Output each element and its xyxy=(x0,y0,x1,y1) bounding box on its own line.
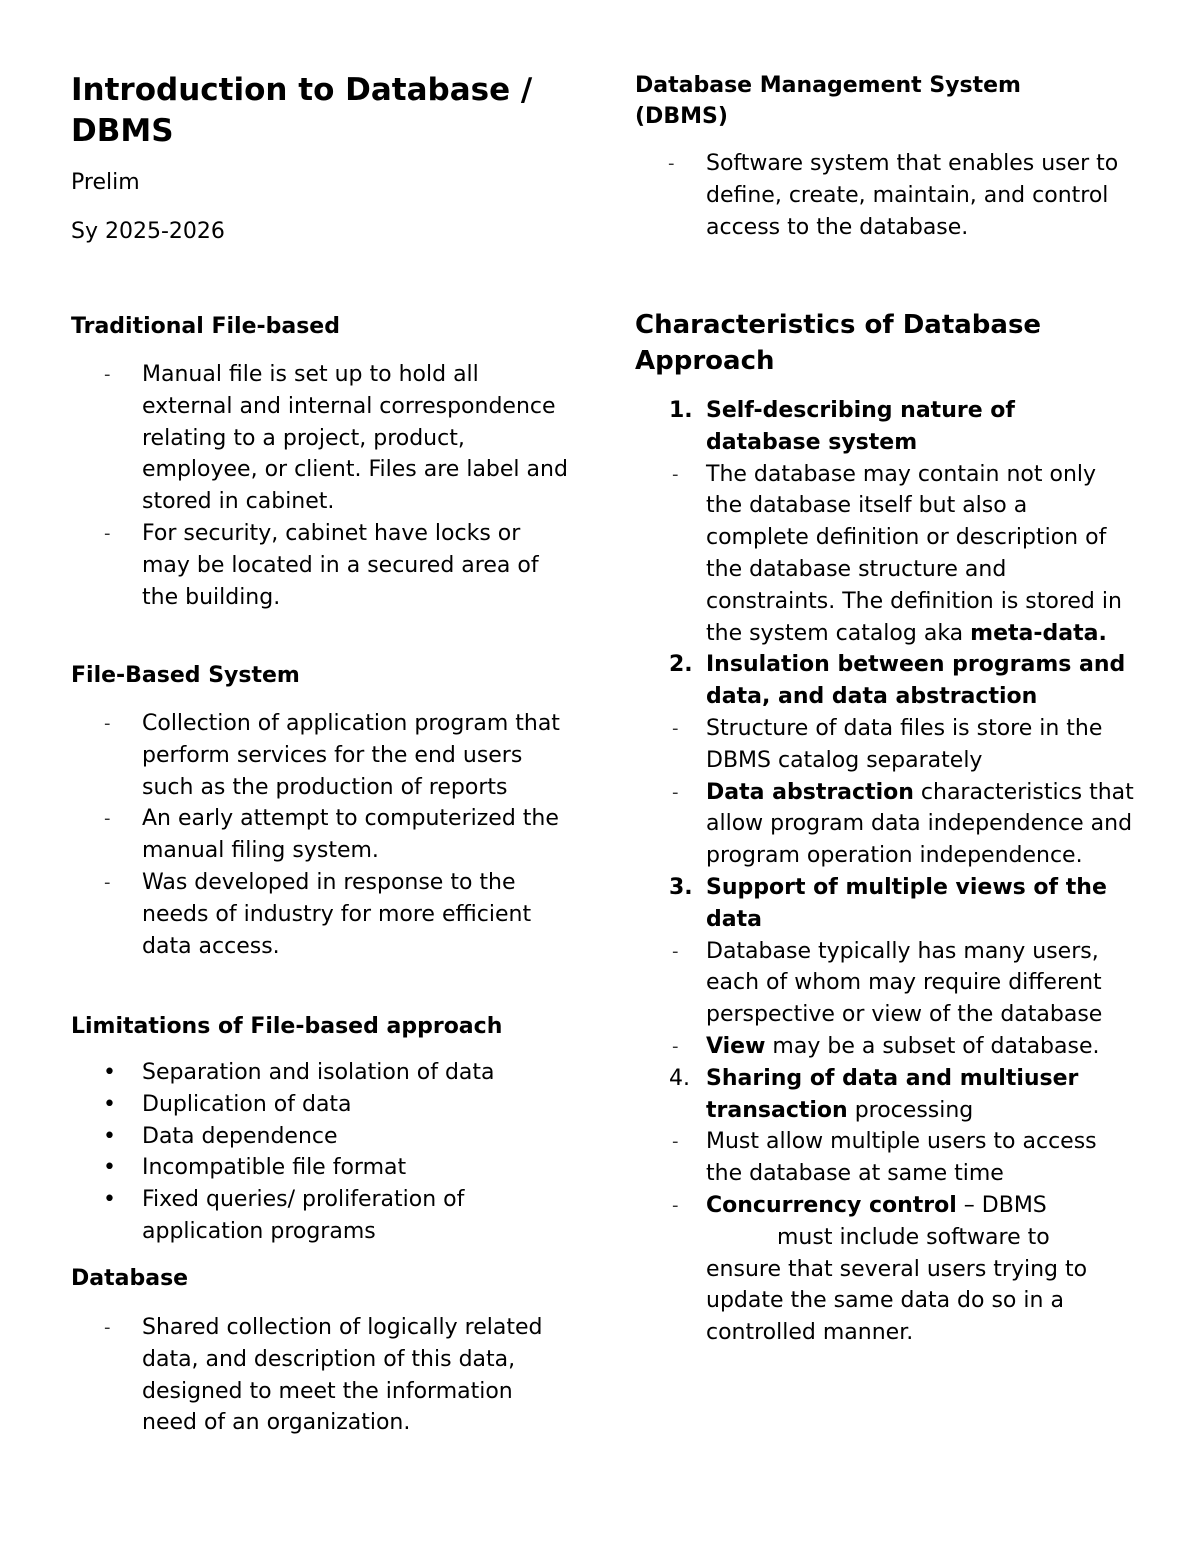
dash-marker: - xyxy=(104,713,111,734)
list-item: - Manual file is set up to hold all external and internal correspondence relating to a project, product, employee, or client. Files are label and stored in cabinet. xyxy=(71,359,571,518)
heading-characteristics: Characteristics of Database Approach xyxy=(635,310,1042,376)
list-item: - Structure of data files is store in the DBMS catalog separately xyxy=(635,713,1135,777)
list-item: - Concurrency control – DBMS must include software to ensure that several users trying to update the same data do so in a controlled manner. xyxy=(635,1190,1135,1349)
dash-marker: - xyxy=(104,871,111,893)
list-item: - View may be a subset of database. xyxy=(635,1031,1135,1063)
school-year: Sy 2025-2026 xyxy=(71,219,225,244)
characteristic-1: 1. Self-describing nature of database system xyxy=(635,395,1135,459)
characteristic-3: 3. Support of multiple views of the data xyxy=(635,872,1135,936)
heading-traditional-file-based: Traditional File-based xyxy=(71,314,340,339)
dash-marker: - xyxy=(672,781,679,803)
dash-marker: - xyxy=(104,364,111,385)
characteristic-4: 4. Sharing of data and multiuser transaction processing xyxy=(635,1063,1135,1127)
term-label: Prelim xyxy=(71,170,140,195)
dash-marker: - xyxy=(672,940,679,962)
bullet-marker: • xyxy=(103,1187,116,1213)
list-item: • Incompatible file format xyxy=(71,1152,571,1184)
number-marker: 3. xyxy=(669,874,693,900)
list-item: • Duplication of data xyxy=(71,1089,571,1121)
list-item: - Collection of application program that perform services for the end users such as the production of reports xyxy=(71,708,571,803)
dash-marker: - xyxy=(672,1035,679,1057)
dash-marker: - xyxy=(104,522,111,544)
bullet-marker: • xyxy=(103,1091,116,1117)
characteristic-2: 2. Insulation between programs and data, and data abstraction xyxy=(635,649,1135,713)
heading-database: Database xyxy=(71,1266,189,1291)
limitations-list xyxy=(71,1057,571,1248)
list-item: - An early attempt to computerized the manual filing system. xyxy=(71,803,571,867)
list-item: • Separation and isolation of data xyxy=(71,1057,571,1089)
bullet-marker: • xyxy=(103,1123,116,1149)
list-item: - Data abstraction characteristics that allow program data independence and program operation independence. xyxy=(635,777,1135,872)
dbms-list xyxy=(635,148,1135,243)
list-item: - Database typically has many users, each of whom may require different perspective or view of the database xyxy=(635,936,1135,1031)
number-marker: 1. xyxy=(669,398,693,423)
traditional-list xyxy=(71,359,571,613)
database-list xyxy=(71,1312,571,1439)
heading-file-based-system: File-Based System xyxy=(71,663,300,688)
document-title: Introduction to Database / DBMS xyxy=(71,72,533,149)
dash-marker: - xyxy=(672,717,679,739)
file-based-list xyxy=(71,708,571,962)
list-item: • Fixed queries/ proliferation of application programs xyxy=(71,1184,571,1248)
bullet-marker: • xyxy=(103,1060,116,1085)
heading-limitations: Limitations of File-based approach xyxy=(71,1014,503,1039)
dash-marker: - xyxy=(672,1194,679,1216)
list-item: - Was developed in response to the needs of industry for more efficient data access. xyxy=(71,867,571,962)
list-item: • Data dependence xyxy=(71,1121,571,1153)
list-item: - Software system that enables user to define, create, maintain, and control access to the database. xyxy=(635,148,1135,243)
heading-dbms: Database Management System (DBMS) xyxy=(635,73,1021,129)
list-item: - Must allow multiple users to access the database at same time xyxy=(635,1126,1135,1190)
characteristics-list xyxy=(635,395,1135,1349)
list-item: - Shared collection of logically related data, and description of this data, designed to meet the information need of an organization. xyxy=(71,1312,571,1439)
number-marker: 4. xyxy=(669,1065,690,1091)
dash-marker: - xyxy=(104,808,111,830)
dash-marker: - xyxy=(672,1131,679,1153)
dash-marker: - xyxy=(672,463,679,485)
bullet-marker: • xyxy=(103,1155,116,1181)
number-marker: 2. xyxy=(669,652,693,678)
list-item: - The database may contain not only the database itself but also a complete definition or description of the database structure and constraints. The definition is stored in the system catalog aka meta-data. xyxy=(635,459,1135,650)
dash-marker: - xyxy=(668,153,675,174)
list-item: - For security, cabinet have locks or may be located in a secured area of the building. xyxy=(71,518,571,613)
dash-marker: - xyxy=(104,1317,111,1338)
